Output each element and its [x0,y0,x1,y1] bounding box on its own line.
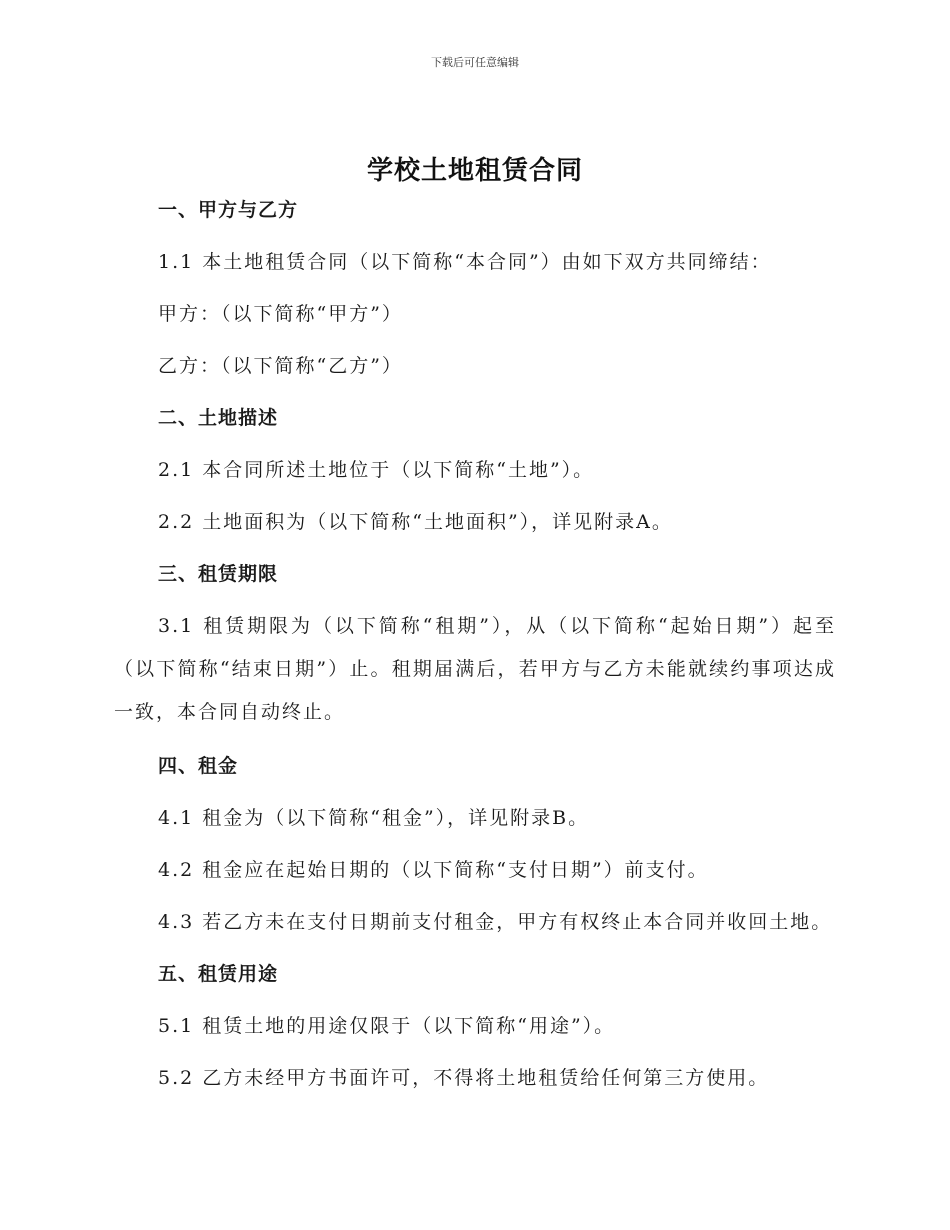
clause-2-2: 2.2 土地面积为（以下简称“土地面积”），详见附录A。 [158,511,673,533]
clause-5-1: 5.1 租赁土地的用途仅限于（以下简称“用途”）。 [158,1015,616,1037]
party-b-line: 乙方：（以下简称“乙方”） [158,355,403,377]
clause-4-2: 4.2 租金应在起始日期的（以下简称“支付日期”）前支付。 [158,859,709,881]
section-heading-term: 三、租赁期限 [158,563,279,585]
clause-5-2: 5.2 乙方未经甲方书面许可，不得将土地租赁给任何第三方使用。 [158,1067,770,1089]
section-heading-land: 二、土地描述 [158,407,279,429]
clause-3-1: 3.1 租赁期限为（以下简称“租期”），从（以下简称“起始日期”）起至（以下简称“结束日期”）止。租期届满后，若甲方与乙方未能就续约事项达成一致，本合同自动终止。 [114,615,836,723]
section-heading-parties: 一、甲方与乙方 [158,199,299,221]
section-heading-rent: 四、租金 [158,755,239,777]
clause-2-1: 2.1 本合同所述土地位于（以下简称“土地”）。 [158,459,595,481]
clause-4-3: 4.3 若乙方未在支付日期前支付租金，甲方有权终止本合同并收回土地。 [158,911,833,933]
party-a-line: 甲方：（以下简称“甲方”） [158,303,403,325]
document-title: 学校土地租赁合同 [366,156,583,186]
clause-4-1: 4.1 租金为（以下简称“租金”），详见附录B。 [158,807,590,829]
clause-1-1: 1.1 本土地租赁合同（以下简称“本合同”）由如下双方共同缔结： [158,251,772,273]
document-body [114,195,836,1115]
header-note: 下载后可任意编辑 [431,56,519,69]
section-heading-usage: 五、租赁用途 [158,963,279,985]
